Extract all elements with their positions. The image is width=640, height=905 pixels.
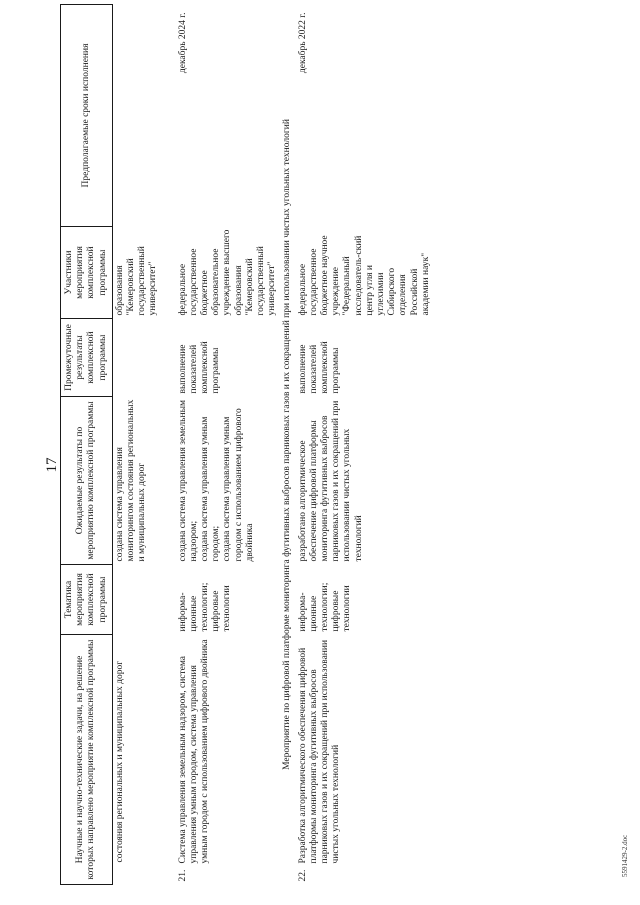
row-deadline: декабрь 2022 г. [297, 12, 308, 74]
row-participants: федеральное государственное бюджетное научное учреждение "Федеральный исследователь-ский центр угля и углехимии Сибирского отделения Российской академии наук" [297, 235, 431, 316]
header-participants: Участники мероприятия комплексной программы [61, 227, 113, 319]
header-topic: Тематика мероприятия комплексной программы [61, 565, 113, 635]
header-results: Ожидаемые результаты по мероприятию комплексной программы [61, 397, 113, 565]
file-reference: 5591429-2.doc [621, 834, 629, 877]
row-task: Система управления земельным надзором, система управления умным городом, система управления умным городом с использованием цифрового двойника [177, 639, 211, 864]
row-results: создана система управления земельным надзором; создана система управления умным городом; создана система управления умным городом с использованием цифрового двойника [177, 400, 255, 562]
row-number: 21. [177, 869, 188, 882]
program-table [60, 4, 434, 885]
row-participants: федеральное государственное бюджетное образовательное учреждение высшего образования "Кемеровский государственный университет" [177, 229, 278, 316]
row-task: Разработка алгоритмического обеспечения цифровой платформы мониторинга фугитивных выбросов парниковых газов и их сокращений при использовании чистых угольных технологий [297, 639, 342, 864]
row-topic: информа- ционные технологии; цифровые технологии [297, 582, 353, 632]
row-number: 22. [297, 869, 308, 882]
section-title: Мероприятие по цифровой платформе мониторинга фугитивных выбросов парниковых газов и их сокращений при использовании чистых угольных технологий [282, 119, 293, 770]
row-topic: информа- ционные технологии; цифровые технологии [177, 582, 233, 632]
row-topic [112, 565, 161, 635]
row-intermediate [112, 319, 161, 397]
header-intermediate: Промежуточные результаты комплексной программы [61, 319, 113, 397]
row-deadline: декабрь 2024 г. [177, 12, 188, 74]
table-header-row [61, 5, 113, 885]
row-intermediate: выполнение показателей комплексной программы [177, 341, 222, 394]
row-task: состояния региональных и муниципальных дорог [114, 660, 125, 863]
row-results: создана система управления мониторингом состояния региональных и муниципальных дорог [114, 399, 148, 562]
page-number: 17 [44, 457, 60, 473]
table-row [176, 5, 281, 885]
section-row [280, 5, 295, 885]
row-results: разработано алгоритмическое обеспечение цифровой платформы мониторинга фугитивных выбросов парниковых газов и их сокращений при использовании чистых угольных технологий [297, 400, 364, 562]
header-task: Научные и научно-технические задачи, на решение которых направлено мероприятие комплексной программы [61, 635, 113, 885]
table-row [296, 5, 434, 885]
row-deadline [112, 5, 161, 227]
row-intermediate: выполнение показателей комплексной программы [297, 341, 342, 394]
row-participants: образования "Кемеровский государственный университет" [114, 246, 159, 316]
header-deadline: Предполагаемые сроки исполнения [61, 5, 113, 227]
table-row [112, 5, 161, 885]
